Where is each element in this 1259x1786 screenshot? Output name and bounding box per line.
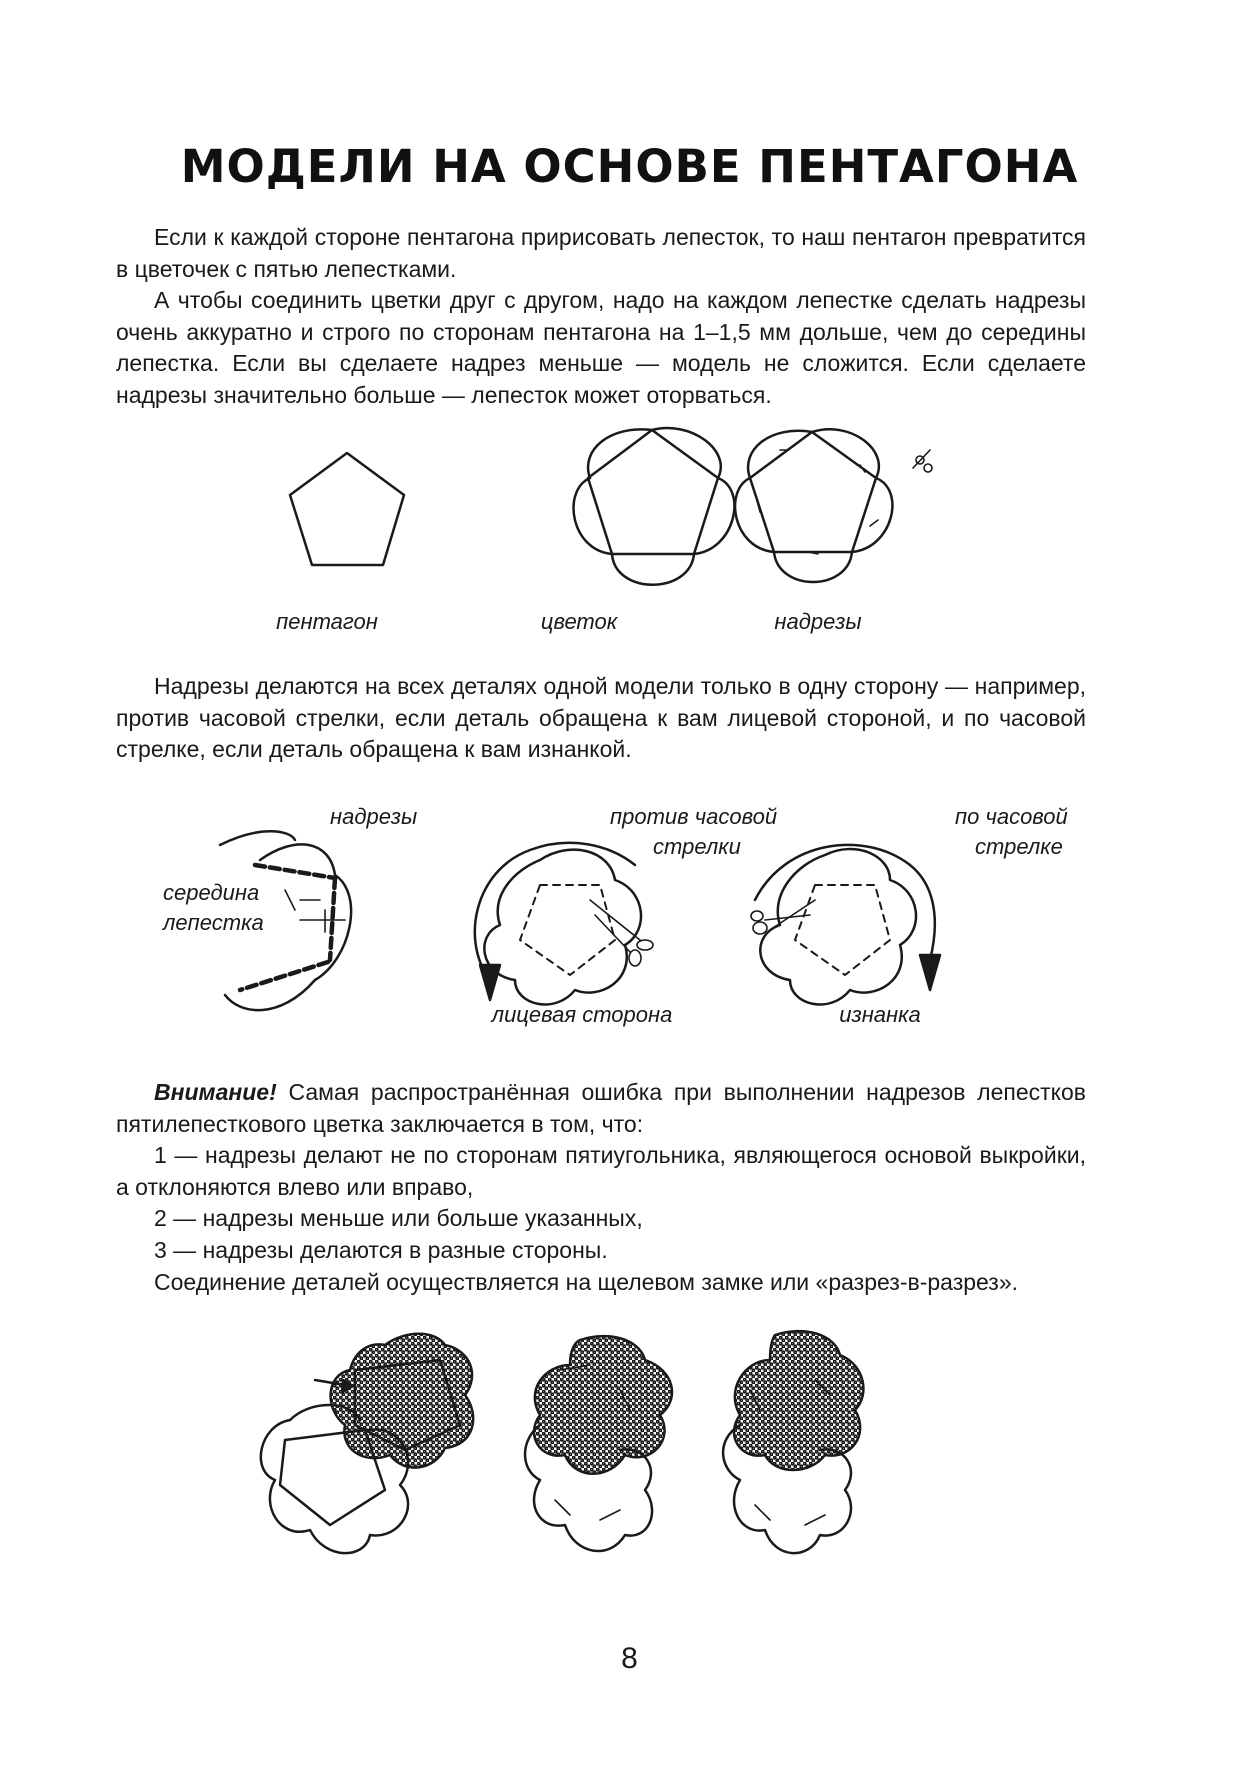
back-side-flower-shape xyxy=(751,845,940,1005)
caption-cw-2: стрелке xyxy=(975,834,1063,859)
caption-cuts: надрезы xyxy=(774,609,862,634)
warning-label: Внимание! xyxy=(154,1079,277,1105)
list-item-3: 3 — надрезы делаются в разные стороны. xyxy=(154,1237,608,1263)
page-number: 8 xyxy=(621,1642,638,1675)
caption-front-side: лицевая сторона xyxy=(491,1002,673,1027)
paragraph-warning xyxy=(116,1077,1086,1140)
figure-pentagon-flower-cuts xyxy=(260,420,960,620)
page-title: МОДЕЛИ НА ОСНОВЕ ПЕНТАГОНА xyxy=(180,140,1079,193)
caption-cw-1: по часовой xyxy=(955,804,1068,829)
list-item-1: 1 — надрезы делают не по сторонам пятиугольника, являющегося основой выкройки, а отклоняются влево или вправо, xyxy=(116,1142,1086,1200)
paragraph-joining: Соединение деталей осуществляется на щелевом замке или «разрез-в-разрез». xyxy=(154,1269,1019,1295)
list-item-2: 2 — надрезы меньше или больше указанных, xyxy=(154,1205,643,1231)
caption-flower: цветок xyxy=(540,609,618,634)
paragraph-direction: Надрезы делаются на всех деталях одной модели только в одну сторону — например, против часовой стрелки, если деталь обращена к вам лицевой стороной, и по часовой стрелке, если деталь обращена к вам изнанкой. xyxy=(116,673,1086,762)
caption-ccw-2: стрелки xyxy=(653,834,741,859)
caption-pentagon: пентагон xyxy=(276,609,378,634)
caption-petal-middle-1: середина xyxy=(163,880,260,905)
caption-cuts-2: надрезы xyxy=(330,804,418,829)
flower-shape xyxy=(574,428,735,585)
figure-joining-steps xyxy=(255,1330,985,1600)
pentagon-shape xyxy=(290,453,404,565)
figure-cut-direction xyxy=(200,820,1030,1020)
joining-step-2-shape xyxy=(525,1336,672,1551)
petal-closeup-shape xyxy=(220,831,351,1010)
caption-ccw-1: против часовой xyxy=(610,804,778,829)
joining-step-1-shape xyxy=(261,1334,473,1553)
caption-back-side: изнанка xyxy=(839,1002,921,1027)
front-side-flower-shape xyxy=(475,843,653,1005)
warning-text: Самая распространённая ошибка при выполнении надрезов лепестков пятилепесткового цветка заключается в том, что: xyxy=(116,1079,1086,1137)
paragraph-intro: Если к каждой стороне пентагона пририсовать лепесток, то наш пентагон превратится в цветочек с пятью лепестками. xyxy=(116,224,1086,282)
flower-with-cuts-shape xyxy=(735,429,932,582)
caption-petal-middle-2: лепестка xyxy=(163,910,264,935)
paragraph-cuts-instructions: А чтобы соединить цветки друг с другом, надо на каждом лепестке сделать надрезы очень аккуратно и строго по сторонам пентагона на 1–1,5 мм дольше, чем до середины лепестка. Если вы сделаете надрез меньше — модель не сложится. Если сделаете надрезы значительно больше — лепесток может оторваться. xyxy=(116,287,1086,408)
joining-step-3-shape xyxy=(723,1331,863,1553)
